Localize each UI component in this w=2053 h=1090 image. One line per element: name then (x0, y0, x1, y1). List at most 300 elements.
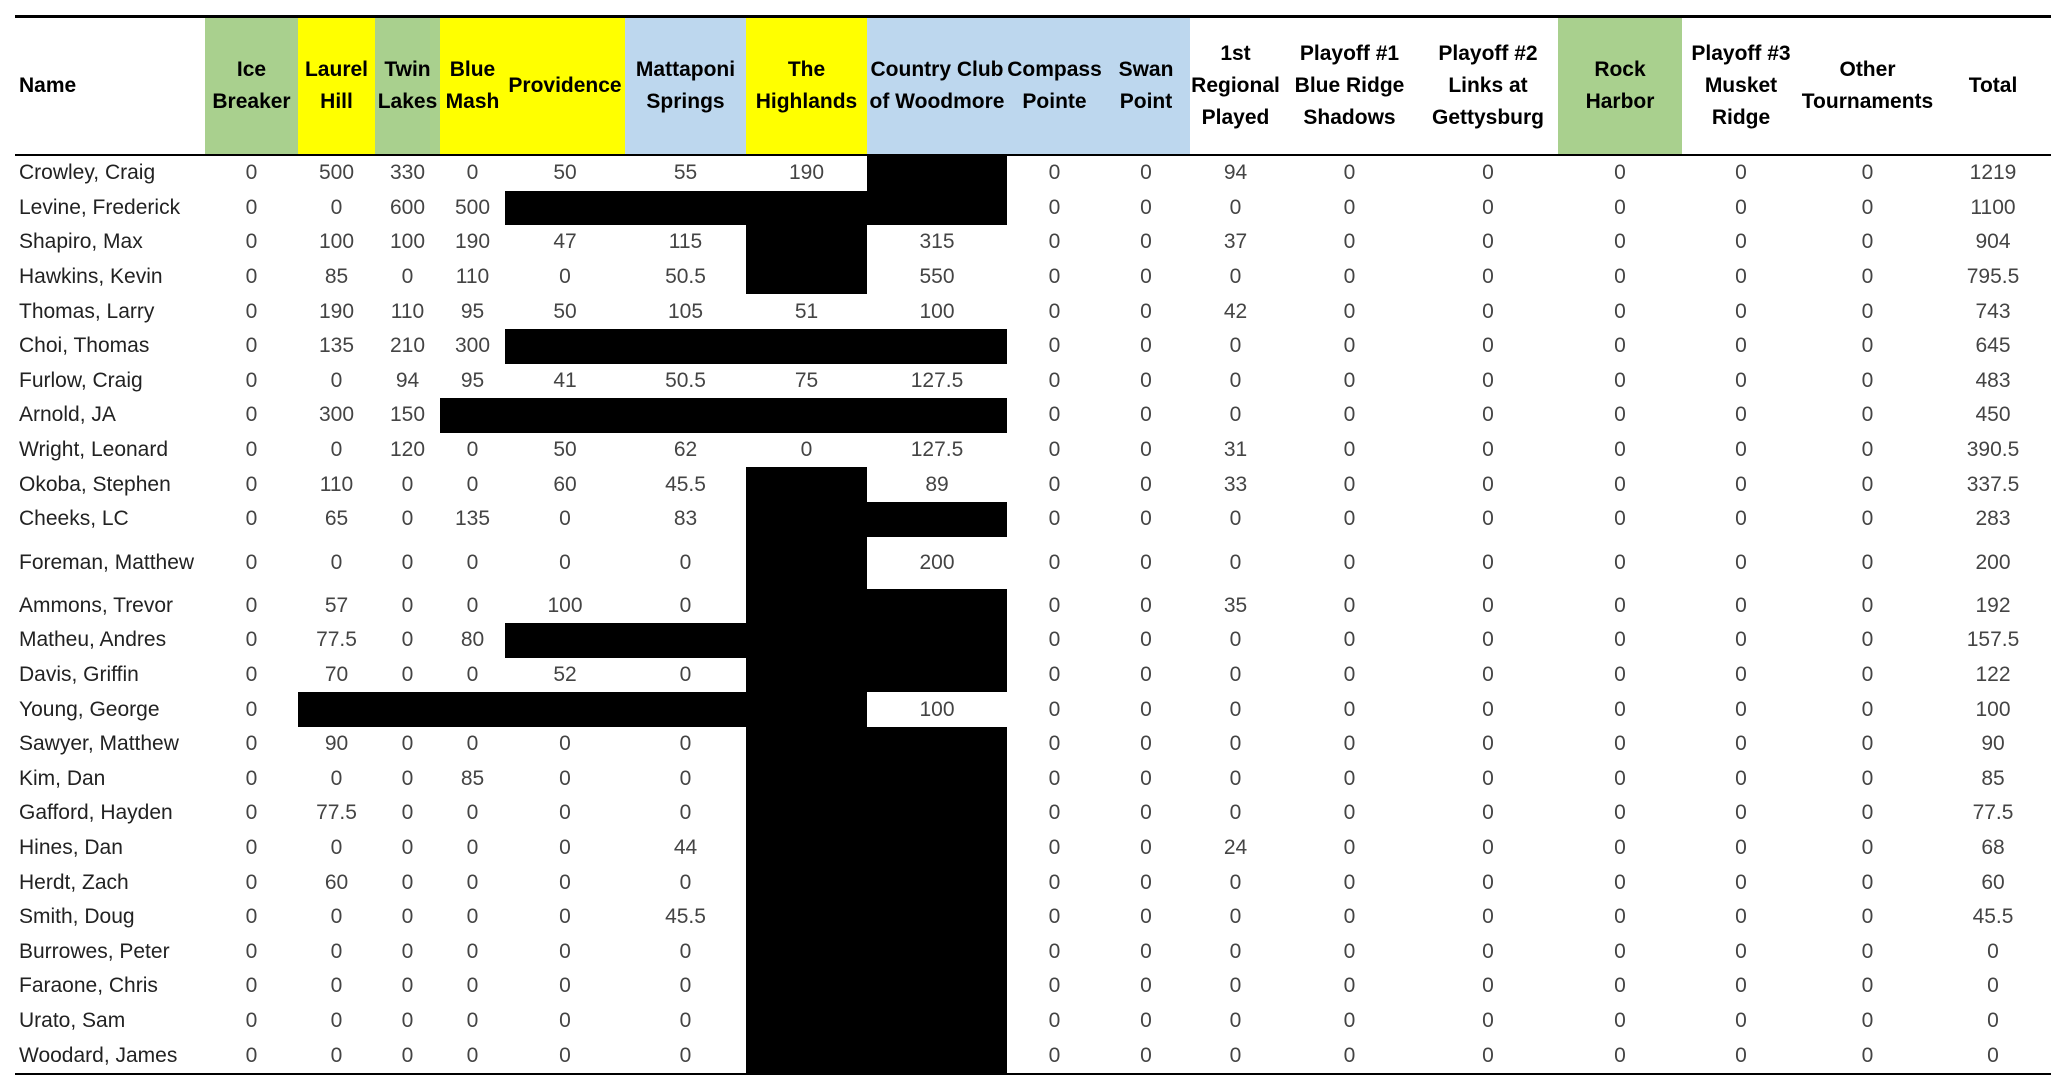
score-cell-playoff1: 0 (1343, 438, 1356, 462)
score-cell-twin-lakes: 0 (401, 766, 414, 790)
blacked-out-cell (505, 398, 625, 433)
score-cell-swan-point: 0 (1140, 974, 1152, 998)
score-cell-playoff3: 0 (1735, 265, 1747, 289)
score-cell-playoff1: 0 (1343, 195, 1356, 219)
blacked-out-cell (867, 969, 1007, 1004)
blacked-out-cell (867, 658, 1007, 693)
score-cell-rock-harbor: 0 (1614, 265, 1626, 289)
score-cell-ice-breaker: 0 (245, 368, 258, 392)
total-cell: 157.5 (1966, 628, 2020, 652)
score-cell-playoff1: 0 (1343, 161, 1356, 185)
total-cell: 192 (1975, 593, 2011, 617)
score-cell-compass-pointe: 0 (1007, 1038, 1102, 1074)
blacked-out-cell (867, 589, 1007, 624)
score-cell-rock-harbor: 0 (1614, 766, 1626, 790)
total-cell: 483 (1975, 368, 2011, 392)
table-row (15, 934, 2051, 969)
table-row (15, 658, 2051, 693)
total-cell: 1219 (1969, 161, 2017, 185)
score-cell-providence: 0 (559, 974, 571, 998)
score-cell-rock-harbor: 0 (1614, 663, 1626, 687)
score-cell-first-regional: 33 (1223, 472, 1248, 496)
score-cell-swan-point: 0 (1140, 472, 1152, 496)
blacked-out-cell (746, 831, 867, 866)
total-cell: 390.5 (1966, 438, 2020, 462)
score-cell-blue-mash: 0 (466, 905, 479, 929)
blacked-out-cell (746, 658, 867, 693)
score-cell-playoff2: 0 (1482, 368, 1494, 392)
score-cell-swan-point: 0 (1140, 870, 1152, 894)
score-cell-providence: 0 (559, 939, 571, 963)
score-cell-compass-pointe: 0 (1048, 697, 1061, 721)
score-cell-blue-mash: 80 (460, 628, 485, 652)
table-row (15, 1004, 2051, 1039)
score-cell-playoff1: 0 (1343, 550, 1356, 574)
score-cell-laurel-hill: 110 (319, 472, 354, 496)
blacked-out-cell (505, 191, 625, 226)
score-cell-compass-pointe: 0 (1048, 801, 1061, 825)
score-cell-blue-mash: 500 (454, 195, 491, 219)
score-cell-other: 0 (1861, 438, 1874, 462)
score-cell-ice-breaker: 0 (245, 195, 258, 219)
column-header-twin-lakes: Twin Lakes (375, 17, 440, 156)
player-name-cell: Furlow, Craig (19, 368, 143, 392)
score-cell-swan-point: 0 (1140, 195, 1152, 219)
score-cell-swan-point: 0 (1140, 1008, 1152, 1032)
score-cell-rock-harbor: 0 (1614, 939, 1626, 963)
score-cell-playoff1: 0 (1343, 593, 1356, 617)
score-cell-twin-lakes: 120 (389, 438, 426, 462)
score-cell-first-regional: 0 (1229, 801, 1242, 825)
score-cell-blue-mash: 190 (454, 230, 491, 254)
blacked-out-cell (867, 398, 1007, 433)
column-header-name: Name (15, 17, 205, 156)
blacked-out-cell (625, 398, 746, 433)
score-cell-providence: 0 (505, 1038, 625, 1074)
total-cell: 0 (1935, 1038, 2051, 1074)
score-cell-playoff1: 0 (1343, 1008, 1356, 1032)
score-cell-playoff3: 0 (1735, 195, 1747, 219)
score-cell-providence: 52 (553, 663, 577, 687)
score-cell-playoff2: 0 (1482, 766, 1494, 790)
score-cell-other: 0 (1861, 905, 1874, 929)
blacked-out-cell (746, 762, 867, 797)
score-cell-blue-mash: 95 (460, 299, 485, 323)
table-row (15, 191, 2051, 226)
score-cell-playoff2: 0 (1482, 1008, 1494, 1032)
table-row (15, 796, 2051, 831)
score-cell-laurel-hill: 57 (324, 593, 349, 617)
score-cell-rock-harbor: 0 (1614, 870, 1626, 894)
score-cell-other: 0 (1861, 299, 1874, 323)
score-cell-mattaponi-springs: 62 (673, 438, 698, 462)
blacked-out-cell (867, 727, 1007, 762)
player-name-cell: Gafford, Hayden (19, 801, 173, 825)
score-cell-compass-pointe: 0 (1048, 974, 1061, 998)
score-cell-ice-breaker: 0 (245, 472, 258, 496)
score-cell-other: 0 (1861, 1008, 1874, 1032)
score-cell-playoff2: 0 (1482, 974, 1494, 998)
table-row (15, 364, 2051, 399)
score-cell-playoff2: 0 (1482, 230, 1494, 254)
score-cell-ice-breaker: 0 (245, 905, 258, 929)
player-name-cell: Kim, Dan (19, 766, 106, 790)
blacked-out-cell (867, 329, 1007, 364)
score-cell-laurel-hill: 0 (330, 766, 343, 790)
blacked-out-cell (867, 762, 1007, 797)
score-cell-mattaponi-springs: 44 (673, 835, 698, 859)
score-cell-playoff3: 0 (1735, 438, 1747, 462)
score-cell-mattaponi-springs: 45.5 (665, 472, 706, 496)
score-cell-playoff3: 0 (1735, 507, 1747, 531)
score-cell-blue-mash: 0 (466, 939, 479, 963)
player-name-cell: Faraone, Chris (19, 974, 158, 998)
score-cell-twin-lakes: 210 (389, 334, 426, 358)
score-cell-playoff2: 0 (1482, 801, 1494, 825)
score-cell-rock-harbor: 0 (1614, 472, 1626, 496)
score-cell-playoff2: 0 (1482, 195, 1494, 219)
column-header-the-highlands: The Highlands (746, 17, 867, 156)
score-cell-playoff2: 0 (1482, 870, 1494, 894)
total-cell: 68 (1981, 835, 2005, 859)
score-cell-cc-woodmore: 127.5 (910, 438, 964, 462)
score-cell-providence: 0 (559, 550, 571, 574)
score-cell-compass-pointe: 0 (1048, 195, 1061, 219)
blacked-out-cell (867, 623, 1007, 658)
score-cell-blue-mash: 0 (466, 472, 479, 496)
blacked-out-cell (298, 692, 375, 727)
score-cell-playoff2: 0 (1482, 161, 1494, 185)
score-cell-providence: 0 (559, 732, 571, 756)
score-cell-playoff2: 0 (1482, 507, 1494, 531)
score-cell-first-regional: 0 (1229, 870, 1242, 894)
score-cell-providence: 41 (553, 368, 577, 392)
player-name-cell: Okoba, Stephen (19, 472, 171, 496)
score-cell-ice-breaker: 0 (245, 438, 258, 462)
blacked-out-cell (867, 865, 1007, 900)
score-cell-first-regional: 0 (1229, 507, 1242, 531)
score-cell-other: 0 (1861, 334, 1874, 358)
blacked-out-cell (746, 467, 867, 502)
score-cell-twin-lakes: 0 (401, 801, 414, 825)
score-cell-first-regional: 0 (1229, 195, 1242, 219)
score-cell-twin-lakes: 600 (389, 195, 426, 219)
score-cell-other: 0 (1861, 870, 1874, 894)
score-cell-playoff3: 0 (1735, 732, 1747, 756)
blacked-out-cell (746, 623, 867, 658)
blacked-out-cell (505, 692, 625, 727)
score-cell-blue-mash: 0 (466, 835, 479, 859)
score-cell-rock-harbor: 0 (1614, 438, 1626, 462)
score-cell-ice-breaker: 0 (245, 974, 258, 998)
column-header-laurel-hill: Laurel Hill (298, 17, 375, 156)
score-cell-compass-pointe: 0 (1048, 593, 1061, 617)
score-cell-twin-lakes: 0 (401, 628, 414, 652)
score-cell-playoff2: 0 (1482, 939, 1494, 963)
score-cell-twin-lakes: 0 (401, 905, 414, 929)
score-cell-swan-point: 0 (1140, 939, 1152, 963)
score-cell-swan-point: 0 (1140, 593, 1152, 617)
score-cell-laurel-hill: 0 (330, 905, 343, 929)
table-row (15, 727, 2051, 762)
column-header-blue-mash: Blue Mash (440, 17, 505, 156)
blacked-out-cell (746, 1004, 867, 1039)
score-cell-laurel-hill: 77.5 (316, 801, 357, 825)
table-row (15, 329, 2051, 364)
score-cell-rock-harbor: 0 (1614, 334, 1626, 358)
score-cell-laurel-hill: 70 (324, 663, 349, 687)
score-cell-playoff1: 0 (1343, 974, 1356, 998)
player-name-cell: Smith, Doug (19, 905, 135, 929)
score-cell-swan-point: 0 (1140, 438, 1152, 462)
score-cell-playoff2: 0 (1482, 472, 1494, 496)
blacked-out-cell (746, 796, 867, 831)
score-cell-playoff3: 0 (1735, 299, 1747, 323)
score-cell-twin-lakes: 0 (401, 663, 414, 687)
score-cell-mattaponi-springs: 45.5 (665, 905, 706, 929)
blacked-out-cell (867, 191, 1007, 226)
score-cell-laurel-hill: 0 (330, 974, 343, 998)
score-cell-rock-harbor: 0 (1614, 593, 1626, 617)
total-cell: 122 (1975, 663, 2011, 687)
score-cell-providence: 100 (547, 593, 583, 617)
total-cell: 77.5 (1972, 801, 2014, 825)
blacked-out-cell (746, 537, 867, 589)
score-cell-swan-point: 0 (1140, 905, 1152, 929)
total-cell: 1100 (1970, 195, 2016, 219)
score-cell-blue-mash: 0 (466, 663, 479, 687)
total-cell: 0 (1987, 939, 1999, 963)
score-cell-twin-lakes: 0 (401, 974, 414, 998)
score-cell-ice-breaker: 0 (245, 697, 258, 721)
score-cell-swan-point: 0 (1140, 697, 1152, 721)
score-cell-ice-breaker: 0 (245, 299, 258, 323)
score-cell-playoff1: 0 (1343, 801, 1356, 825)
score-cell-laurel-hill: 0 (330, 1008, 343, 1032)
blacked-out-cell (625, 191, 746, 226)
score-cell-playoff3: 0 (1735, 870, 1747, 894)
score-cell-first-regional: 0 (1229, 550, 1242, 574)
score-cell-first-regional: 0 (1229, 697, 1242, 721)
score-cell-providence: 0 (559, 870, 571, 894)
score-cell-playoff3: 0 (1735, 403, 1747, 427)
header-row (15, 17, 2051, 156)
score-cell-playoff1: 0 (1343, 368, 1356, 392)
score-cell-laurel-hill: 77.5 (316, 628, 357, 652)
total-cell: 450 (1975, 403, 2011, 427)
blacked-out-cell (746, 191, 867, 226)
blacked-out-cell (746, 865, 867, 900)
blacked-out-cell (867, 831, 1007, 866)
score-cell-blue-mash: 135 (454, 507, 491, 531)
score-cell-playoff3: 0 (1735, 368, 1747, 392)
score-cell-twin-lakes: 0 (401, 870, 414, 894)
score-cell-first-regional: 0 (1229, 1008, 1242, 1032)
score-cell-other: 0 (1861, 368, 1874, 392)
score-cell-rock-harbor: 0 (1614, 403, 1626, 427)
blacked-out-cell (867, 155, 1007, 191)
column-header-other: Other Tournaments (1800, 17, 1935, 156)
blacked-out-cell (505, 623, 625, 658)
blacked-out-cell (746, 934, 867, 969)
score-cell-compass-pointe: 0 (1048, 230, 1061, 254)
score-cell-swan-point: 0 (1140, 835, 1152, 859)
score-cell-playoff1: 0 (1343, 472, 1356, 496)
score-cell-swan-point: 0 (1140, 161, 1152, 185)
score-cell-first-regional: 0 (1229, 265, 1242, 289)
score-cell-playoff2: 0 (1482, 265, 1494, 289)
score-cell-mattaponi-springs: 0 (679, 1008, 692, 1032)
score-cell-other: 0 (1861, 974, 1874, 998)
score-cell-mattaponi-springs: 50.5 (665, 368, 706, 392)
score-cell-ice-breaker: 0 (245, 628, 258, 652)
score-cell-twin-lakes: 0 (401, 265, 414, 289)
score-cell-playoff1: 0 (1343, 265, 1356, 289)
score-cell-rock-harbor: 0 (1614, 161, 1626, 185)
table-row (15, 969, 2051, 1004)
score-cell-ice-breaker: 0 (245, 334, 258, 358)
score-cell-playoff2: 0 (1482, 403, 1494, 427)
score-cell-other: 0 (1861, 472, 1874, 496)
score-cell-blue-mash: 0 (466, 974, 479, 998)
score-cell-cc-woodmore: 127.5 (910, 368, 964, 392)
blacked-out-cell (746, 727, 867, 762)
score-cell-playoff1: 0 (1343, 835, 1356, 859)
score-cell-ice-breaker: 0 (245, 1008, 258, 1032)
score-cell-laurel-hill: 90 (324, 732, 349, 756)
score-cell-rock-harbor: 0 (1614, 195, 1626, 219)
score-cell-swan-point: 0 (1140, 230, 1152, 254)
total-cell: 100 (1975, 697, 2011, 721)
score-cell-swan-point: 0 (1140, 766, 1152, 790)
score-cell-ice-breaker: 0 (245, 507, 258, 531)
total-cell: 337.5 (1966, 472, 2020, 496)
column-header-rock-harbor: Rock Harbor (1558, 17, 1682, 156)
score-cell-mattaponi-springs: 0 (679, 550, 692, 574)
score-cell-ice-breaker: 0 (245, 550, 258, 574)
score-cell-other: 0 (1861, 230, 1874, 254)
score-cell-playoff2: 0 (1482, 593, 1494, 617)
blacked-out-cell (867, 502, 1007, 537)
score-cell-cc-woodmore: 550 (919, 265, 955, 289)
score-cell-providence: 0 (559, 766, 571, 790)
score-cell-twin-lakes: 0 (401, 550, 414, 574)
score-cell-mattaponi-springs: 0 (679, 732, 692, 756)
player-name-cell: Wright, Leonard (19, 438, 169, 462)
score-cell-compass-pointe: 0 (1048, 870, 1061, 894)
score-cell-playoff1: 0 (1343, 403, 1356, 427)
score-cell-playoff3: 0 (1735, 472, 1747, 496)
score-cell-mattaponi-springs: 0 (679, 870, 692, 894)
score-cell-playoff1: 0 (1343, 870, 1356, 894)
score-cell-playoff3: 0 (1735, 593, 1747, 617)
blacked-out-cell (625, 329, 746, 364)
score-cell-swan-point: 0 (1140, 732, 1152, 756)
blacked-out-cell (625, 623, 746, 658)
score-cell-ice-breaker: 0 (245, 161, 258, 185)
blacked-out-cell (867, 900, 1007, 935)
player-name-cell: Arnold, JA (19, 403, 116, 427)
table-row (15, 589, 2051, 624)
score-cell-first-regional: 0 (1229, 403, 1242, 427)
score-cell-providence: 0 (559, 905, 571, 929)
blacked-out-cell (746, 900, 867, 935)
score-cell-cc-woodmore: 200 (919, 550, 955, 574)
total-cell: 743 (1975, 299, 2011, 323)
total-cell: 90 (1981, 732, 2005, 756)
score-cell-mattaponi-springs: 0 (679, 801, 692, 825)
score-cell-first-regional: 35 (1223, 593, 1248, 617)
score-cell-cc-woodmore: 315 (919, 230, 955, 254)
score-cell-other: 0 (1861, 628, 1874, 652)
score-cell-twin-lakes: 0 (401, 835, 414, 859)
score-cell-compass-pointe: 0 (1048, 265, 1061, 289)
score-cell-playoff3: 0 (1735, 697, 1747, 721)
score-cell-mattaponi-springs: 83 (673, 507, 698, 531)
player-name-cell: Crowley, Craig (19, 161, 156, 185)
score-cell-twin-lakes: 0 (401, 1008, 414, 1032)
player-name-cell: Sawyer, Matthew (19, 732, 179, 756)
score-cell-playoff1: 0 (1343, 766, 1356, 790)
score-cell-mattaponi-springs: 0 (679, 663, 692, 687)
column-header-first-regional: 1st Regional Played (1190, 17, 1281, 156)
score-cell-ice-breaker: 0 (245, 835, 258, 859)
score-cell-rock-harbor: 0 (1614, 801, 1626, 825)
column-header-playoff2: Playoff #2 Links at Gettysburg (1418, 17, 1558, 156)
score-cell-playoff2: 0 (1418, 1038, 1558, 1074)
score-cell-laurel-hill: 300 (318, 403, 355, 427)
score-cell-playoff1: 0 (1343, 628, 1356, 652)
score-cell-blue-mash: 85 (460, 766, 485, 790)
score-cell-compass-pointe: 0 (1048, 334, 1061, 358)
blacked-out-cell (867, 934, 1007, 969)
score-cell-playoff3: 0 (1735, 939, 1747, 963)
score-cell-swan-point: 0 (1140, 334, 1152, 358)
score-cell-providence: 0 (559, 801, 571, 825)
score-cell-ice-breaker: 0 (245, 870, 258, 894)
score-cell-providence: 50 (553, 161, 577, 185)
score-cell-first-regional: 0 (1229, 628, 1242, 652)
score-cell-laurel-hill: 0 (330, 368, 343, 392)
blacked-out-cell (746, 1038, 867, 1074)
table-row (15, 225, 2051, 260)
score-cell-playoff2: 0 (1482, 835, 1494, 859)
column-header-compass-pointe: Compass Pointe (1007, 17, 1102, 156)
score-cell-other: 0 (1861, 550, 1874, 574)
score-cell-playoff3: 0 (1735, 835, 1747, 859)
score-cell-mattaponi-springs: 50.5 (665, 265, 706, 289)
score-cell-laurel-hill: 0 (330, 195, 343, 219)
player-name-cell: Hines, Dan (19, 835, 123, 859)
table-row (15, 155, 2051, 191)
score-cell-laurel-hill: 100 (318, 230, 355, 254)
score-cell-providence: 47 (553, 230, 577, 254)
score-cell-rock-harbor: 0 (1558, 1038, 1682, 1074)
total-cell: 283 (1975, 507, 2011, 531)
blacked-out-cell (867, 1038, 1007, 1074)
score-cell-swan-point: 0 (1140, 628, 1152, 652)
blacked-out-cell (746, 502, 867, 537)
score-cell-compass-pointe: 0 (1048, 766, 1061, 790)
score-cell-rock-harbor: 0 (1614, 905, 1626, 929)
score-cell-compass-pointe: 0 (1048, 939, 1061, 963)
table-row (15, 831, 2051, 866)
score-cell-first-regional: 0 (1229, 732, 1242, 756)
score-cell-mattaponi-springs: 0 (679, 974, 692, 998)
score-cell-playoff3: 0 (1735, 334, 1747, 358)
blacked-out-cell (625, 692, 746, 727)
score-cell-mattaponi-springs: 0 (625, 1038, 746, 1074)
